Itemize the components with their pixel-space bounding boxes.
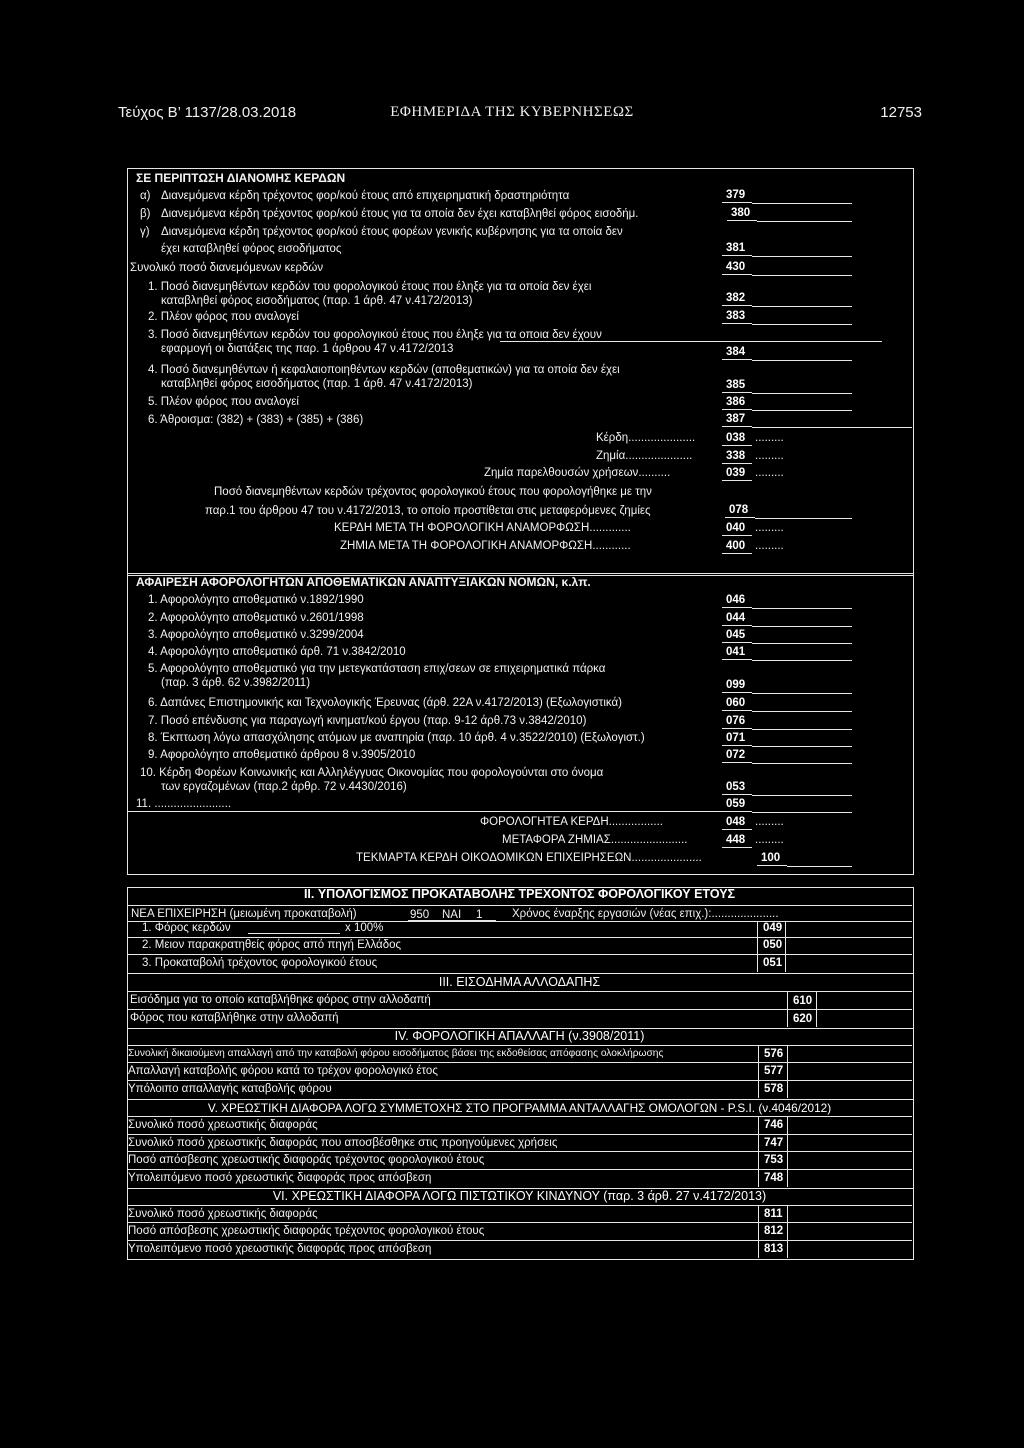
exemption-title: IV. ΦΟΡΟΛΟΓΙΚΗ ΑΠΑΛΛΑΓΗ (ν.3908/2011) (394, 1029, 645, 1043)
deduction-4-code: 041 (722, 645, 752, 660)
prepay-3-code: 051 (763, 957, 783, 969)
profit-a-value[interactable] (752, 188, 852, 204)
prepayment-val-divider (785, 921, 786, 972)
deduction-8-value[interactable] (752, 731, 852, 747)
psi-2-code: 747 (764, 1137, 784, 1149)
tekmarta-label: ΤΕΚΜΑΡΤΑ ΚΕΡΔΗ ΟΙΚΟΔΟΜΙΚΩΝ ΕΠΙΧΕΙΡΗΣΕΩΝ...................... (356, 852, 702, 864)
profit-total-label: Συνολικό ποσό διανεμόμενων κερδών (130, 262, 324, 274)
foreign-income-label: Εισόδημα για το οποίο καταβλήθηκε φόρος στην αλλοδαπή (130, 994, 431, 1006)
carry-loss-code: 448 (722, 833, 752, 848)
exemption-rule-2 (127, 1062, 912, 1063)
deduction-1-label: 1. Αφορολόγητο αποθεματικό ν.1892/1990 (148, 594, 364, 606)
after-loss-value[interactable]: ......... (755, 540, 784, 552)
psi-4-label: Υπολειπόμενο ποσό χρεωστικής διαφοράς προς απόσβεση (128, 1172, 432, 1184)
credit-2-code: 812 (764, 1225, 784, 1237)
item-2-label: 2. Πλέον φόρος που αναλογεί (148, 311, 299, 323)
item-6-code: 387 (722, 412, 752, 427)
psi-rule-3 (127, 1151, 912, 1152)
exemption-col-divider (758, 1045, 759, 1098)
profit-code: 038 (722, 431, 752, 446)
deduction-2-label: 2. Αφορολόγητο αποθεματικό ν.2601/1998 (148, 612, 364, 624)
new-business-code: 950 (410, 909, 430, 921)
prior-loss-value[interactable]: ......... (755, 467, 784, 479)
new-business-yes-code: 1 (476, 909, 483, 921)
exemption-rule-3 (127, 1080, 912, 1081)
psi-rule-1 (127, 1116, 912, 1117)
prior-loss-code: 039 (722, 466, 752, 481)
deduction-2-code: 044 (722, 611, 752, 626)
deduction-10-line-1: 10. Κέρδη Φορέων Κοινωνικής και Αλληλέγγυας Οικονομίας που φορολογούνται στο όνομα (140, 767, 604, 779)
deduction-5-line-1: 5. Αφορολόγητο αποθεματικό για την μετεγκατάσταση επιχ/σεων σε επιχειρηματικά πάρκα (148, 663, 606, 675)
start-year-label[interactable]: Χρόνος έναρξης εργασιών (νέας επιχ.):..................... (512, 908, 779, 920)
deduction-2-value[interactable] (752, 611, 852, 627)
prepayment-title: II. ΥΠΟΛΟΓΙΣΜΟΣ ΠΡΟΚΑΤΑΒΟΛΗΣ ΤΡΕΧΟΝΤΟΣ ΦΟΡΟΛΟΓΙΚΟΥ ΕΤΟΥΣ (303, 887, 736, 901)
profit-c-mark: γ) (140, 226, 150, 238)
taxed-line-2: παρ.1 του άρθρου 47 του ν.4172/2013, το οποίο προστίθεται στις μεταφερόμενες ζημίες (205, 505, 651, 517)
item-6-value[interactable] (752, 412, 912, 428)
deduction-7-code: 076 (722, 714, 752, 729)
prepayment-rule-2 (127, 921, 912, 922)
deduction-8-label: 8. Έκπτωση λόγω απασχόλησης ατόμων με αναπηρία (παρ. 10 άρθ. 4 ν.3522/2010) (Εξωλογιστ.) (148, 732, 645, 744)
deduction-5-code: 099 (722, 678, 752, 693)
credit-title: VI. ΧΡΕΩΣΤΙΚΗ ΔΙΑΦΟΡΑ ΛΟΓΩ ΠΙΣΤΩΤΙΚΟΥ ΚΙΝΔΥΝΟΥ (παρ. 3 άρθ. 27 ν.4172/2013) (272, 1189, 767, 1203)
deduction-6-code: 060 (722, 696, 752, 711)
profit-total-value[interactable] (752, 260, 852, 276)
carry-loss-label: ΜΕΤΑΦΟΡΑ ΖΗΜΙΑΣ........................ (502, 834, 688, 846)
deduction-11-label: 11. ........................ (136, 798, 232, 810)
item-3-rule (500, 341, 882, 342)
credit-2-label: Ποσό απόσβεσης χρεωστικής διαφοράς τρέχοντος φορολογικού έτους (128, 1225, 485, 1237)
gazette-title: ΕΦΗΜΕΡΙΔΑ ΤΗΣ ΚΥΒΕΡΝΗΣΕΩΣ (390, 104, 634, 120)
profit-c-value[interactable] (752, 241, 852, 257)
taxable-profit-value[interactable]: ......... (755, 816, 784, 828)
psi-col-divider (758, 1116, 759, 1187)
profit-value[interactable]: ......... (755, 432, 784, 444)
prepay-1-code: 049 (763, 922, 783, 934)
item-3-line-2: εφαρμογή οι διατάξεις της παρ. 1 άρθρου 47 ν.4172/2013 (161, 343, 454, 355)
item-5-code: 386 (722, 395, 752, 410)
deduction-3-label: 3. Αφορολόγητο αποθεματικό ν.3299/2004 (148, 629, 364, 641)
deduction-3-value[interactable] (752, 628, 852, 644)
psi-val-divider (787, 1116, 788, 1187)
foreign-col-divider (787, 991, 788, 1027)
profit-c-label-1: Διανεμόμενα κέρδη τρέχοντος φορ/κού έτους φορέων γενικής κυβέρνησης για τα οποία δεν (161, 226, 623, 238)
profit-b-mark: β) (140, 208, 151, 220)
credit-val-divider (787, 1205, 788, 1258)
prepay-1-label: 1. Φόρος κερδών (142, 922, 231, 934)
prepayment-col-divider (757, 921, 758, 972)
psi-1-label: Συνολικό ποσό χρεωστικής διαφοράς (128, 1119, 318, 1131)
taxable-profit-code: 048 (722, 815, 752, 830)
foreign-title: III. ΕΙΣΟΔΗΜΑ ΑΛΛΟΔΑΠΗΣ (438, 975, 601, 989)
profit-a-mark: α) (140, 190, 151, 202)
exemption-3-label: Υπόλοιπο απαλλαγής καταβολής φόρου (128, 1083, 332, 1095)
loss-label: Ζημία..................... (596, 450, 693, 462)
item-1-line-2: καταβληθεί φόρος εισοδήματος (παρ. 1 άρθ. 47 ν.4172/2013) (161, 295, 473, 307)
deduction-11-rule (127, 811, 722, 812)
after-profit-code: 040 (722, 521, 752, 536)
deduction-1-value[interactable] (752, 593, 852, 609)
item-4-value[interactable] (752, 378, 852, 394)
deduction-5-value[interactable] (752, 678, 852, 694)
foreign-rule-1 (127, 991, 912, 992)
deduction-1-code: 046 (722, 593, 752, 608)
deduction-10-code: 053 (722, 780, 752, 795)
deduction-9-value[interactable] (752, 748, 852, 764)
after-loss-code: 400 (722, 539, 752, 554)
page-number: 12753 (880, 104, 922, 121)
foreign-val-divider (816, 991, 817, 1027)
deduction-9-code: 072 (722, 748, 752, 763)
exemption-rule-1 (127, 1045, 912, 1046)
profit-b-code: 380 (727, 206, 757, 221)
loss-code: 338 (722, 449, 752, 464)
deductions-title: ΑΦΑΙΡΕΣΗ ΑΦΟΡΟΛΟΓΗΤΩΝ ΑΠΟΘΕΜΑΤΙΚΩΝ ΑΝΑΠΤΥΞΙΑΚΩΝ ΝΟΜΩΝ, κ.λπ. (136, 575, 591, 589)
carry-loss-value[interactable]: ......... (755, 834, 784, 846)
credit-3-code: 813 (764, 1243, 784, 1255)
deduction-7-label: 7. Ποσό επένδυσης για παραγωγή κινηματ/κού έργου (παρ. 9-12 άρθ.73 ν.3842/2010) (148, 715, 587, 727)
deduction-7-value[interactable] (752, 714, 852, 730)
deduction-8-code: 071 (722, 731, 752, 746)
foreign-tax-code: 620 (793, 1013, 813, 1025)
item-3-code: 384 (722, 345, 752, 360)
deduction-10-line-2: των εργαζομένων (παρ.2 άρθρ. 72 ν.4430/2016) (161, 781, 407, 793)
deduction-3-code: 045 (722, 628, 752, 643)
psi-title: V. ΧΡΕΩΣΤΙΚΗ ΔΙΑΦΟΡΑ ΛΟΓΩ ΣΥΜΜΕΤΟΧΗΣ ΣΤΟ ΠΡΟΓΡΑΜΜΑ ΑΝΤΑΛΛΑΓΗΣ ΟΜΟΛΟΓΩΝ - P.S.I. (ν.4046/2012) (207, 1101, 832, 1115)
deduction-6-value[interactable] (752, 696, 852, 712)
foreign-tax-label: Φόρος που καταβλήθηκε στην αλλοδαπή (130, 1012, 339, 1024)
exemption-2-code: 577 (764, 1065, 784, 1077)
credit-col-divider (758, 1205, 759, 1258)
profit-b-value[interactable] (757, 206, 852, 222)
prepay-1-rate: x 100% (345, 922, 384, 934)
item-2-code: 383 (722, 309, 752, 324)
item-1-value[interactable] (752, 291, 852, 307)
exemption-3-code: 578 (764, 1083, 784, 1095)
profit-label: Κέρδη..................... (596, 432, 696, 444)
taxable-profit-label: ΦΟΡΟΛΟΓΗΤΕΑ ΚΕΡΔΗ................. (480, 816, 663, 828)
profit-c-label-2: έχει καταβληθεί φόρος εισοδήματος (161, 243, 342, 255)
prior-loss-label: Ζημία παρελθουσών χρήσεων.......... (484, 467, 671, 479)
credit-rule-3 (127, 1240, 912, 1241)
psi-4-code: 748 (764, 1172, 784, 1184)
exemption-1-code: 576 (764, 1048, 784, 1060)
deduction-9-label: 9. Αφορολόγητο αποθεματικό άρθρου 8 ν.3905/2010 (148, 749, 416, 761)
prepay-2-label: 2. Μειον παρακρατηθείς φόρος από πηγή Ελλάδος (142, 939, 402, 951)
deduction-11-value[interactable] (752, 797, 852, 813)
prepayment-rule-4 (127, 954, 912, 955)
exemption-val-divider (787, 1045, 788, 1098)
item-2-value[interactable] (752, 309, 852, 325)
prepay-2-code: 050 (763, 939, 783, 951)
psi-1-code: 746 (764, 1119, 784, 1131)
item-1-line-1: 1. Ποσό διανεμηθέντων κερδών του φορολογικού έτους που έληξε για τα οποία δεν έχει (148, 281, 592, 293)
after-loss-label: ΖΗΜΙΑ ΜΕΤΑ ΤΗ ΦΟΡΟΛΟΓΙΚΗ ΑΝΑΜΟΡΦΩΣΗ............ (340, 540, 631, 552)
profit-a-code: 379 (722, 188, 752, 203)
profits-title: ΣΕ ΠΕΡΙΠΤΩΣΗ ΔΙΑΝΟΜΗΣ ΚΕΡΔΩΝ (136, 171, 346, 185)
new-business-yes[interactable]: ΝΑΙ (442, 909, 462, 921)
profit-c-code: 381 (722, 241, 752, 256)
foreign-rule-2 (127, 1009, 912, 1010)
deduction-4-label: 4. Αφορολόγητο αποθεματικό άρθ. 71 ν.3842/2010 (148, 646, 406, 658)
after-profit-label: ΚΕΡΔΗ ΜΕΤΑ ΤΗ ΦΟΡΟΛΟΓΙΚΗ ΑΝΑΜΟΡΦΩΣΗ............. (334, 522, 631, 534)
psi-rule-4 (127, 1169, 912, 1170)
item-4-line-1: 4. Ποσό διανεμηθέντων ή κεφαλαιοποιηθέντων κερδών (αποθεματικών) για τα οποία δεν έχει (148, 364, 620, 376)
item-3-line-1: 3. Ποσό διανεμηθέντων κερδών του φορολογικού έτους που έληξε για τα οποια δεν έχουν (148, 329, 602, 341)
psi-rule-2 (127, 1134, 912, 1135)
profit-a-label: Διανεμόμενα κέρδη τρέχοντος φορ/κού έτους από επιχειρηματική δραστηριότητα (161, 190, 570, 202)
item-3-value[interactable] (752, 345, 852, 361)
item-6-label: 6. Άθροισμα: (382) + (383) + (385) + (386) (148, 414, 364, 426)
psi-3-label: Ποσό απόσβεσης χρεωστικής διαφοράς τρέχοντος φορολογικού έτους (128, 1154, 485, 1166)
item-1-code: 382 (722, 291, 752, 306)
deduction-6-label: 6. Δαπάνες Επιστημονικής και Τεχνολογικής Έρευνας (άρθ. 22Α ν.4172/2013) (Εξωλογιστικά) (148, 697, 622, 709)
credit-1-code: 811 (764, 1208, 783, 1220)
issue-number: Τεύχος Β’ 1137/28.03.2018 (118, 104, 297, 121)
deduction-11-code: 059 (722, 797, 752, 812)
item-5-label: 5. Πλέον φόρος που αναλογεί (148, 396, 299, 408)
psi-3-code: 753 (764, 1154, 784, 1166)
prepay-3-label: 3. Προκαταβολή τρέχοντος φορολογικού έτους (142, 957, 378, 969)
taxed-value[interactable] (755, 503, 852, 519)
profit-total-code: 430 (722, 260, 752, 275)
psi-2-label: Συνολικό ποσό χρεωστικής διαφοράς που αποσβέσθηκε στις προηγούμενες χρήσεις (128, 1137, 558, 1149)
item-4-code: 385 (722, 378, 752, 393)
item-4-line-2: καταβληθεί φόρος εισοδήματος (παρ. 1 άρθ. 47 ν.4172/2013) (161, 378, 473, 390)
loss-value[interactable]: ......... (755, 450, 784, 462)
profit-b-label: Διανεμόμενα κέρδη τρέχοντος φορ/κού έτους για τα οποία δεν έχει καταβληθεί φόρος εισοδήμ. (161, 208, 639, 220)
deduction-5-line-2: (παρ. 3 άρθ. 62 ν.3982/2011) (161, 677, 311, 689)
prepayment-rule-1 (127, 905, 912, 906)
credit-rule-2 (127, 1222, 912, 1223)
credit-3-label: Υπολειπόμενο ποσό χρεωστικής διαφοράς προς απόσβεση (128, 1243, 432, 1255)
exemption-2-label: Απαλλαγή καταβολής φόρου κατά το τρέχον φορολογικό έτος (128, 1065, 438, 1077)
taxed-line-1: Ποσό διανεμηθέντων κερδών τρέχοντος φορολογικού έτους που φορολογήθηκε με την (214, 486, 652, 498)
taxed-code: 078 (725, 503, 755, 518)
exemption-1-label: Συνολική δικαιούμενη απαλλαγή από την καταβολή φόρου εισοδήματος βάσει της εκδοθείσας απόφασης ολοκλήρωσης (128, 1048, 664, 1059)
deduction-4-value[interactable] (752, 645, 852, 661)
credit-rule-1 (127, 1205, 912, 1206)
new-business-label: ΝΕΑ ΕΠΙΧΕΙΡΗΣΗ (μειωμένη προκαταβολή) (131, 908, 357, 920)
prepay-1-blank[interactable] (248, 933, 340, 934)
deduction-10-value[interactable] (752, 780, 852, 796)
tekmarta-code: 100 (757, 851, 787, 866)
credit-1-label: Συνολικό ποσό χρεωστικής διαφοράς (128, 1208, 318, 1220)
tekmarta-value[interactable] (787, 851, 852, 867)
after-profit-value[interactable]: ......... (755, 522, 784, 534)
item-5-value[interactable] (752, 395, 852, 411)
foreign-income-code: 610 (793, 995, 813, 1007)
